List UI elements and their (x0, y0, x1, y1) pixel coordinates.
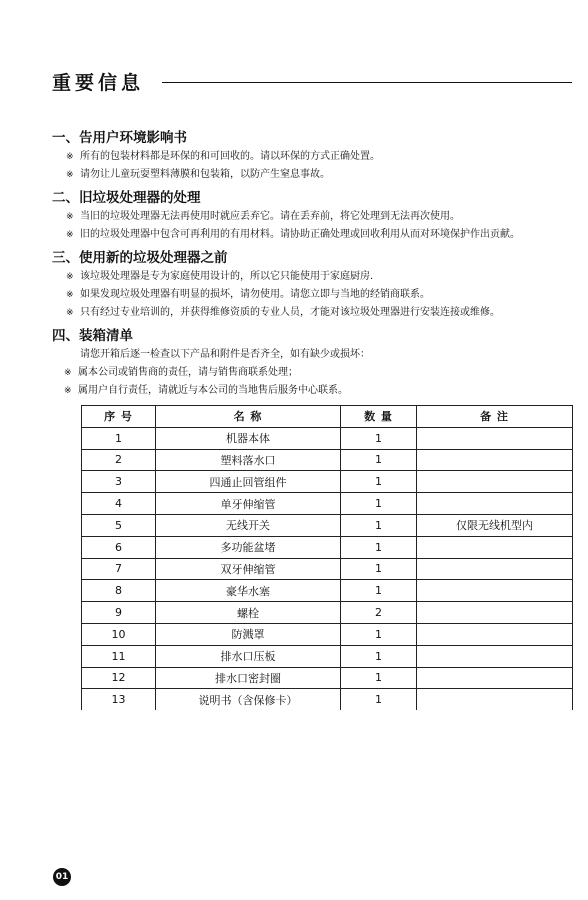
cell-qty: 1 (341, 471, 417, 493)
table-row (82, 536, 573, 558)
cell-name: 排水口密封圈 (156, 667, 341, 689)
table-row (82, 602, 573, 624)
cell-name: 无线开关 (156, 514, 341, 536)
cell-name: 双牙伸缩管 (156, 558, 341, 580)
cell-no: 2 (82, 449, 156, 471)
cell-name: 单牙伸缩管 (156, 493, 341, 515)
note-mark: ※ (66, 290, 74, 300)
note-mark: ※ (64, 386, 72, 396)
col-header-no: 序 号 (82, 406, 156, 428)
section-before-use (52, 248, 582, 322)
section-old-disposer (52, 188, 582, 244)
cell-name: 螺栓 (156, 602, 341, 624)
note-item: ※ 当旧的垃圾处理器无法再使用时就应丢弃它。请在丢弃前，将它处理到无法再次使用。 (52, 208, 582, 226)
cell-remark (417, 449, 573, 471)
cell-no: 1 (82, 427, 156, 449)
col-header-name: 名 称 (156, 406, 341, 428)
cell-qty: 1 (341, 427, 417, 449)
cell-qty: 1 (341, 689, 417, 710)
note-item: ※ 只有经过专业培训的，并获得维修资质的专业人员，才能对该垃圾处理器进行安装连接或维修。 (52, 304, 582, 322)
cell-qty: 1 (341, 558, 417, 580)
cell-remark (417, 536, 573, 558)
cell-name: 机器本体 (156, 427, 341, 449)
section-heading: 一、告用户环境影响书 (52, 130, 187, 146)
note-mark: ※ (66, 230, 74, 240)
cell-qty: 1 (341, 493, 417, 515)
cell-name: 多功能盆堵 (156, 536, 341, 558)
note-item: ※ 请勿让儿童玩耍塑料薄膜和包装箱，以防产生窒息事故。 (52, 166, 582, 184)
section-environment (52, 128, 582, 184)
note-item: ※ 旧的垃圾处理器中包含可再利用的有用材料。请协助正确处理或回收利用从而对环境保护作出贡献。 (52, 226, 582, 244)
section-heading: 二、旧垃圾处理器的处理 (52, 190, 201, 206)
cell-remark (417, 689, 573, 710)
table-row (82, 471, 573, 493)
cell-no: 6 (82, 536, 156, 558)
cell-remark (417, 493, 573, 515)
cell-no: 5 (82, 514, 156, 536)
packing-list-table (81, 405, 573, 710)
table-row (82, 493, 573, 515)
cell-remark (417, 645, 573, 667)
cell-remark (417, 580, 573, 602)
cell-no: 10 (82, 623, 156, 645)
packing-intro: 请您开箱后逐一检查以下产品和附件是否齐全，如有缺少或损坏： (80, 349, 370, 360)
cell-no: 4 (82, 493, 156, 515)
cell-qty: 1 (341, 514, 417, 536)
note-item: ※ 所有的包装材料都是环保的和可回收的。请以环保的方式正确处置。 (52, 148, 582, 166)
table-body (82, 427, 573, 710)
cell-qty: 1 (341, 645, 417, 667)
note-mark: ※ (66, 152, 74, 162)
cell-remark (417, 602, 573, 624)
cell-no: 12 (82, 667, 156, 689)
note-mark: ※ (66, 212, 74, 222)
cell-name: 豪华水塞 (156, 580, 341, 602)
cell-remark (417, 427, 573, 449)
table-row (82, 580, 573, 602)
page-header (52, 70, 572, 96)
table-row (82, 689, 573, 710)
table-header-row (82, 406, 573, 428)
cell-remark: 仅限无线机型内 (417, 514, 573, 536)
note-item: ※ 该垃圾处理器是专为家庭使用设计的，所以它只能使用于家庭厨房. (52, 268, 582, 286)
cell-remark (417, 623, 573, 645)
cell-qty: 1 (341, 580, 417, 602)
cell-name: 塑料落水口 (156, 449, 341, 471)
cell-no: 11 (82, 645, 156, 667)
cell-no: 13 (82, 689, 156, 710)
cell-qty: 1 (341, 623, 417, 645)
cell-no: 7 (82, 558, 156, 580)
table-row (82, 667, 573, 689)
cell-name: 说明书（含保修卡） (156, 689, 341, 710)
table-row (82, 645, 573, 667)
section-packing-list (52, 326, 582, 400)
note-mark: ※ (64, 368, 72, 378)
section-heading: 四、装箱清单 (52, 328, 133, 344)
cell-qty: 1 (341, 667, 417, 689)
col-header-remark: 备 注 (417, 406, 573, 428)
cell-remark (417, 471, 573, 493)
table-row (82, 449, 573, 471)
note-item: ※ 如果发现垃圾处理器有明显的损坏，请勿使用。请您立即与当地的经销商联系。 (52, 286, 582, 304)
table-row (82, 427, 573, 449)
cell-qty: 2 (341, 602, 417, 624)
cell-name: 排水口压板 (156, 645, 341, 667)
cell-qty: 1 (341, 449, 417, 471)
note-mark: ※ (66, 272, 74, 282)
note-mark: ※ (66, 170, 74, 180)
cell-no: 9 (82, 602, 156, 624)
note-item: ※ 属用户自行责任，请就近与本公司的当地售后服务中心联系。 (52, 382, 582, 400)
note-mark: ※ (66, 308, 74, 318)
cell-remark (417, 667, 573, 689)
note-item: ※ 属本公司或销售商的责任，请与销售商联系处理； (52, 364, 582, 382)
cell-no: 8 (82, 580, 156, 602)
cell-no: 3 (82, 471, 156, 493)
cell-name: 防溅罩 (156, 623, 341, 645)
cell-name: 四通止回管组件 (156, 471, 341, 493)
table-row (82, 623, 573, 645)
cell-qty: 1 (341, 536, 417, 558)
header-rule (162, 82, 572, 83)
table-row (82, 558, 573, 580)
section-heading: 三、使用新的垃圾处理器之前 (52, 250, 228, 266)
col-header-qty: 数 量 (341, 406, 417, 428)
cell-remark (417, 558, 573, 580)
table-row (82, 514, 573, 536)
page-number: 01 (53, 868, 71, 886)
page-title: 重要信息 (52, 72, 145, 94)
